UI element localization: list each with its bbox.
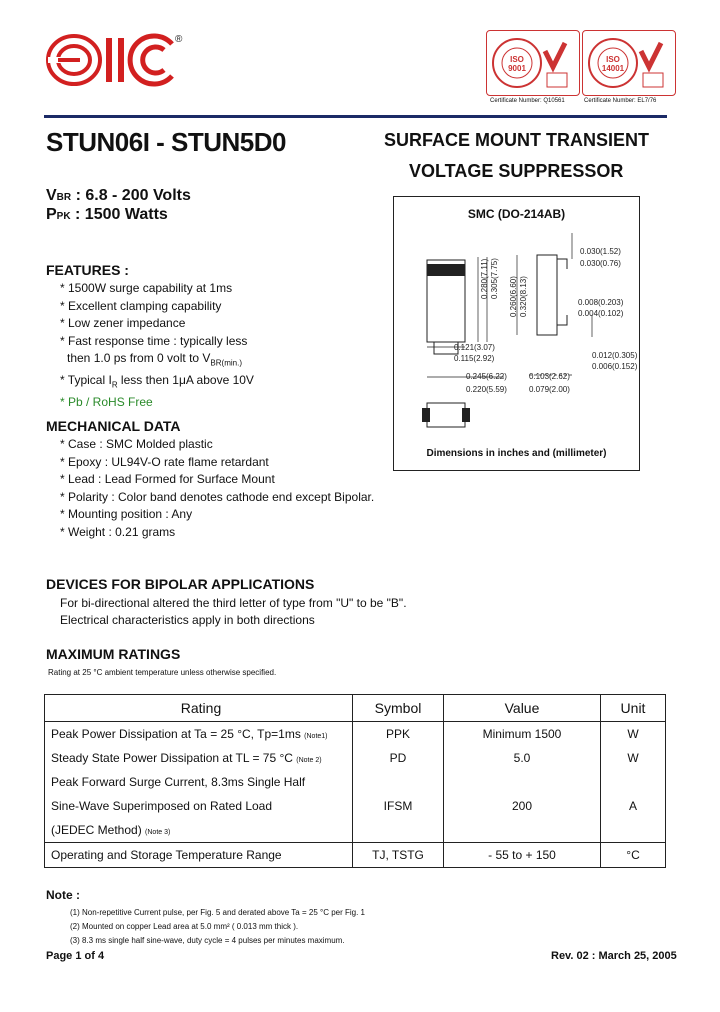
unit-cell [601, 770, 666, 794]
value-cell: 5.0 [444, 746, 601, 770]
features-list [60, 280, 254, 412]
rating-note: (Note 3) [145, 829, 171, 836]
dim-d-bot: 0.115(2.92) [454, 354, 495, 363]
table-row [45, 794, 666, 818]
part-range-title: STUN06I - STUN5D0 [46, 127, 286, 157]
features-heading: FEATURES : [46, 262, 129, 278]
value-cell: 200 [444, 794, 601, 818]
unit-cell: °C [601, 843, 666, 868]
footer-page: Page 1 of 4 [46, 950, 105, 962]
table-header-row [45, 695, 666, 722]
unit-cell: W [601, 746, 666, 770]
footer-revision: Rev. 02 : March 25, 2005 [551, 950, 677, 962]
iso14001-text: ISO 14001 [601, 55, 625, 73]
vbr-spec [46, 187, 191, 205]
description-line-1: SURFACE MOUNT TRANSIENT [384, 130, 649, 150]
symbol-cell [353, 770, 444, 794]
iso9001-badge [486, 30, 580, 96]
cert2-number: Certificate Number: EL7/76 [584, 98, 657, 104]
col-value: Value [444, 695, 601, 722]
dim-v2: 0.320(8.13) [519, 276, 528, 317]
table-row [45, 746, 666, 770]
symbol-cell: PPK [353, 722, 444, 747]
feature-item: * Excellent clamping capability [60, 298, 222, 313]
feature-item: then 1.0 ps from 0 volt to $V_{BR(min.)}$ [67, 351, 242, 368]
dim-h2: 0.260(6.60) [509, 276, 518, 317]
dim-h1: 0.280(7.11) [480, 258, 489, 299]
value-cell [444, 770, 601, 794]
package-caption: Dimensions in inches and (millimeter) [426, 448, 607, 459]
notes-heading: Note : [46, 888, 80, 902]
col-unit: Unit [601, 695, 666, 722]
value-cell: Minimum 1500 [444, 722, 601, 747]
description-line-2: VOLTAGE SUPPRESSOR [409, 161, 624, 181]
bipolar-heading: DEVICES FOR BIPOLAR APPLICATIONS [46, 576, 315, 592]
mechanical-item: * Case : SMC Molded plastic [60, 437, 213, 451]
dim-a-bot: 0.030(0.76) [580, 259, 621, 268]
note-item: (1) Non-repetitive Current pulse, per Fig. 5 and derated above Ta = 25 °C per Fig. 1 [70, 908, 365, 917]
ppk-symbol: P [46, 206, 57, 223]
note-item: (2) Mounted on copper Lead area at 5.0 mm² ( 0.013 mm thick ). [70, 922, 299, 931]
cert1-number: Certificate Number: Q10561 [490, 98, 565, 104]
dim-b-top: 0.008(0.203) [578, 298, 624, 307]
mechanical-item: * Mounting position : Any [60, 507, 193, 522]
rating-note: (Note1) [304, 733, 328, 740]
table-row [45, 818, 666, 843]
vbr-value: : 6.8 - 200 Volts [71, 187, 191, 204]
notes-list [70, 906, 365, 948]
dim-v1: 0.305(7.75) [490, 258, 499, 299]
dim-f-bot: 0.079(2.00) [529, 385, 570, 394]
mechanical-item: * Polarity : Color band denotes cathode end except Bipolar. [60, 489, 375, 504]
table-row [45, 843, 666, 868]
table-row [45, 722, 666, 747]
mechanical-item: * Lead : Lead Formed for Surface Mount [60, 472, 275, 487]
rating-text: (JEDEC Method) [51, 823, 142, 837]
mechanical-item: * Weight : 0.21 grams [60, 524, 176, 539]
feature-item-rohs: * Pb / RoHS Free [60, 395, 153, 410]
table-row [45, 770, 666, 794]
bipolar-line-2: Electrical characteristics apply in both directions [60, 613, 315, 627]
value-cell [444, 818, 601, 843]
ratings-subheading: Rating at 25 °C ambient temperature unless otherwise specified. [48, 668, 277, 677]
company-logo [44, 30, 184, 90]
vbr-symbol: V [46, 187, 57, 204]
unit-cell: W [601, 722, 666, 747]
header-divider [44, 115, 667, 118]
rating-text: Steady State Power Dissipation at TL = 75 °C [51, 751, 293, 765]
rating-note: (Note 2) [296, 757, 322, 764]
iso9001-text: ISO 9001 [508, 55, 526, 73]
package-title: SMC (DO-214AB) [467, 207, 566, 221]
dim-e-bot: 0.220(5.59) [466, 385, 507, 394]
dim-b-bot: 0.004(0.102) [578, 309, 624, 318]
symbol-cell: TJ, TSTG [353, 843, 444, 868]
ratings-table [44, 694, 666, 868]
vbr-sub: BR [56, 192, 72, 203]
dim-a-top: 0.030(1.52) [580, 247, 621, 256]
dim-c-bot: 0.006(0.152) [592, 362, 638, 371]
dim-c-top: 0.012(0.305) [592, 351, 638, 360]
dim-f-top: 0.103(2.62) [529, 372, 570, 381]
symbol-cell: PD [353, 746, 444, 770]
feature-item: * Fast response time : typically less [60, 333, 248, 348]
symbol-cell: IFSM [353, 794, 444, 818]
rating-text: Peak Power Dissipation at Ta = 25 °C, Tp=1ms [51, 727, 301, 741]
note-item: (3) 8.3 ms single half sine-wave, duty cycle = 4 pulses per minutes maximum. [70, 936, 345, 945]
package-drawing-box [393, 196, 640, 471]
mechanical-item: * Epoxy : UL94V-O rate flame retardant [60, 454, 269, 469]
mechanical-heading: MECHANICAL DATA [46, 418, 181, 434]
dim-e-top: 0.245(6.22) [466, 372, 507, 381]
bipolar-line-1: For bi-directional altered the third letter of type from "U" to be "B". [60, 596, 407, 610]
iso14001-badge [582, 30, 676, 96]
ratings-heading: MAXIMUM RATINGS [46, 646, 181, 662]
rating-text: Operating and Storage Temperature Range [45, 843, 353, 868]
col-rating: Rating [45, 695, 353, 722]
rating-text: Peak Forward Surge Current, 8.3ms Single Half [45, 770, 353, 794]
rating-text: Sine-Wave Superimposed on Rated Load [45, 794, 353, 818]
value-cell: - 55 to + 150 [444, 843, 601, 868]
feature-item: * Typical $I_R$ less then 1μA above 10V [60, 373, 254, 390]
unit-cell [601, 818, 666, 843]
symbol-cell [353, 818, 444, 843]
ppk-spec [46, 206, 168, 224]
feature-item: * Low zener impedance [60, 316, 186, 331]
eic-logo-icon [44, 30, 184, 90]
dim-d-top: 0.121(3.07) [454, 343, 495, 352]
registered-mark: ® [175, 34, 183, 45]
ppk-value: : 1500 Watts [70, 206, 168, 223]
ppk-sub: PK [56, 211, 71, 222]
package-outline-drawing [394, 197, 639, 470]
mechanical-list [60, 436, 374, 542]
feature-item: * 1500W surge capability at 1ms [60, 281, 233, 295]
col-symbol: Symbol [353, 695, 444, 722]
unit-cell: A [601, 794, 666, 818]
